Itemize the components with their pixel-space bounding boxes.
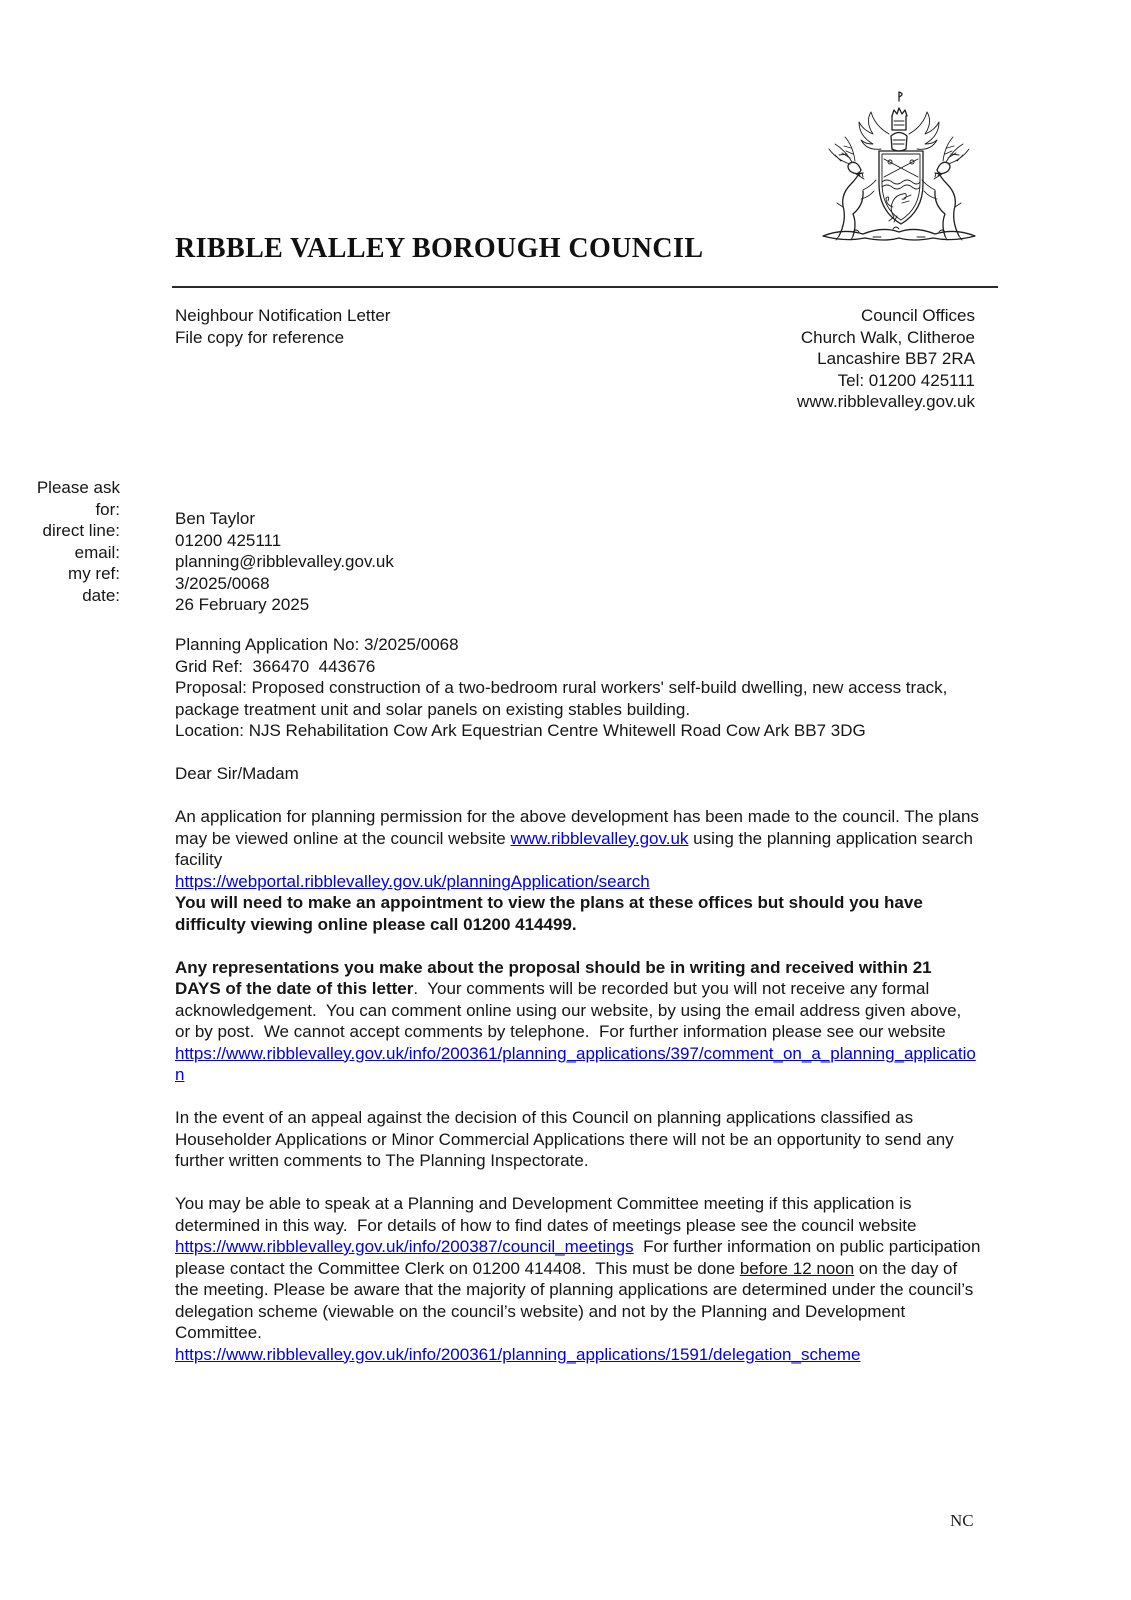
letter-type-block bbox=[175, 305, 390, 413]
contact-email: planning@ribblevalley.gov.uk bbox=[175, 552, 394, 571]
paragraph-text: For further information on public participation please contact the Committee Clerk on 01200 414408. This must be done bbox=[175, 1237, 986, 1278]
proposal-line: Proposal: Proposed construction of a two-bedroom rural workers' self-build dwelling, new access track, package treatment unit and solar panels on existing stables building. bbox=[175, 678, 953, 719]
paragraph-representations bbox=[175, 957, 981, 1086]
paragraph-text: An application for planning permission for the above development has been made to the council. The plans may be viewed online at the council website bbox=[175, 807, 984, 848]
council-website-link[interactable]: www.ribblevalley.gov.uk bbox=[510, 828, 689, 848]
contact-date: 26 February 2025 bbox=[175, 595, 310, 614]
address-line: Lancashire BB7 2RA bbox=[817, 349, 975, 368]
contact-label: date: bbox=[82, 585, 120, 605]
address-line: Council Offices bbox=[860, 306, 975, 325]
letter-body bbox=[175, 634, 986, 1387]
contact-direct-line: 01200 425111 bbox=[175, 530, 282, 550]
contact-reference: 3/2025/0068 bbox=[175, 573, 270, 593]
coat-of-arms-icon bbox=[793, 76, 1005, 244]
planning-application-search-link[interactable]: https://webportal.ribblevalley.gov.uk/planningApplication/search bbox=[175, 871, 650, 891]
contact-labels-column bbox=[30, 477, 120, 616]
council-coat-of-arms-logo bbox=[793, 76, 1005, 244]
paragraph-appeal-notice: In the event of an appeal against the decision of this Council on planning applications classified as Householder Applications or Minor Commercial Applications there will not be an opportunity to send any further written comments to The Planning Inspectorate. bbox=[175, 1108, 959, 1170]
salutation: Dear Sir/Madam bbox=[175, 764, 299, 783]
page-title: RIBBLE VALLEY BOROUGH COUNCIL bbox=[175, 233, 704, 264]
file-copy-note: File copy for reference bbox=[175, 327, 345, 347]
comment-on-application-link[interactable]: https://www.ribblevalley.gov.uk/info/200361/planning_applications/397/comment_on_a_planning_application bbox=[175, 1043, 976, 1084]
delegation-scheme-link[interactable]: https://www.ribblevalley.gov.uk/info/200361/planning_applications/1591/delegation_scheme bbox=[175, 1344, 861, 1364]
contact-label: email: bbox=[74, 542, 120, 562]
appointment-notice-text: You will need to make an appointment to view the plans at these offices but should you have difficulty viewing online please call 01200 414499. bbox=[175, 893, 928, 934]
letterhead-subheader bbox=[175, 305, 975, 413]
deadline-emphasis-text: before 12 noon bbox=[739, 1258, 855, 1278]
application-number-line: Planning Application No: 3/2025/0068 bbox=[175, 635, 459, 654]
paragraph-text: using the planning application search facility bbox=[175, 828, 978, 869]
council-website-text: www.ribblevalley.gov.uk bbox=[797, 392, 975, 411]
contact-label: direct line: bbox=[42, 521, 120, 540]
contact-values-column bbox=[175, 477, 394, 616]
paragraph-text: You may be able to speak at a Planning and Development Committee meeting if this application is determined in this way. For details of how to find dates of meetings please see the council website bbox=[175, 1194, 922, 1235]
contact-label: for: bbox=[95, 499, 120, 519]
header-divider bbox=[172, 286, 998, 288]
letter-type-label: Neighbour Notification Letter bbox=[175, 306, 391, 325]
application-summary-block bbox=[175, 634, 981, 742]
address-line: Tel: 01200 425111 bbox=[837, 370, 975, 390]
paragraph-text: on the day of the meeting. Please be aware that the majority of planning applications are determined under the council’s delegation scheme (viewable on the council’s website) and not by the Planning and Development Committee. bbox=[175, 1258, 978, 1342]
council-address-block bbox=[797, 305, 975, 413]
paragraph-committee-meeting bbox=[175, 1193, 986, 1365]
contact-details-block bbox=[30, 477, 394, 616]
contact-label: my ref: bbox=[68, 564, 120, 583]
address-line: Church Walk, Clitheroe bbox=[800, 327, 975, 347]
location-line: Location: NJS Rehabilitation Cow Ark Equestrian Centre Whitewell Road Cow Ark BB7 3DG bbox=[175, 721, 866, 740]
contact-label: Please ask bbox=[36, 478, 120, 497]
paragraph-viewing-plans bbox=[175, 806, 984, 935]
representations-deadline-text: Any representations you make about the proposal should be in writing and received within 21 DAYS of the date of this letter bbox=[175, 957, 937, 998]
footer-initials: NC bbox=[950, 1511, 974, 1530]
paragraph-text: . Your comments will be recorded but you will not receive any formal acknowledgement. You can comment online using our website, by using the email address given above, or by post. We cannot accept comments by telephone. For further information please see our website bbox=[175, 979, 966, 1041]
council-meetings-link[interactable]: https://www.ribblevalley.gov.uk/info/200387/council_meetings bbox=[175, 1237, 634, 1256]
grid-ref-line: Grid Ref: 366470 443676 bbox=[175, 656, 376, 676]
contact-officer-name: Ben Taylor bbox=[175, 509, 256, 528]
